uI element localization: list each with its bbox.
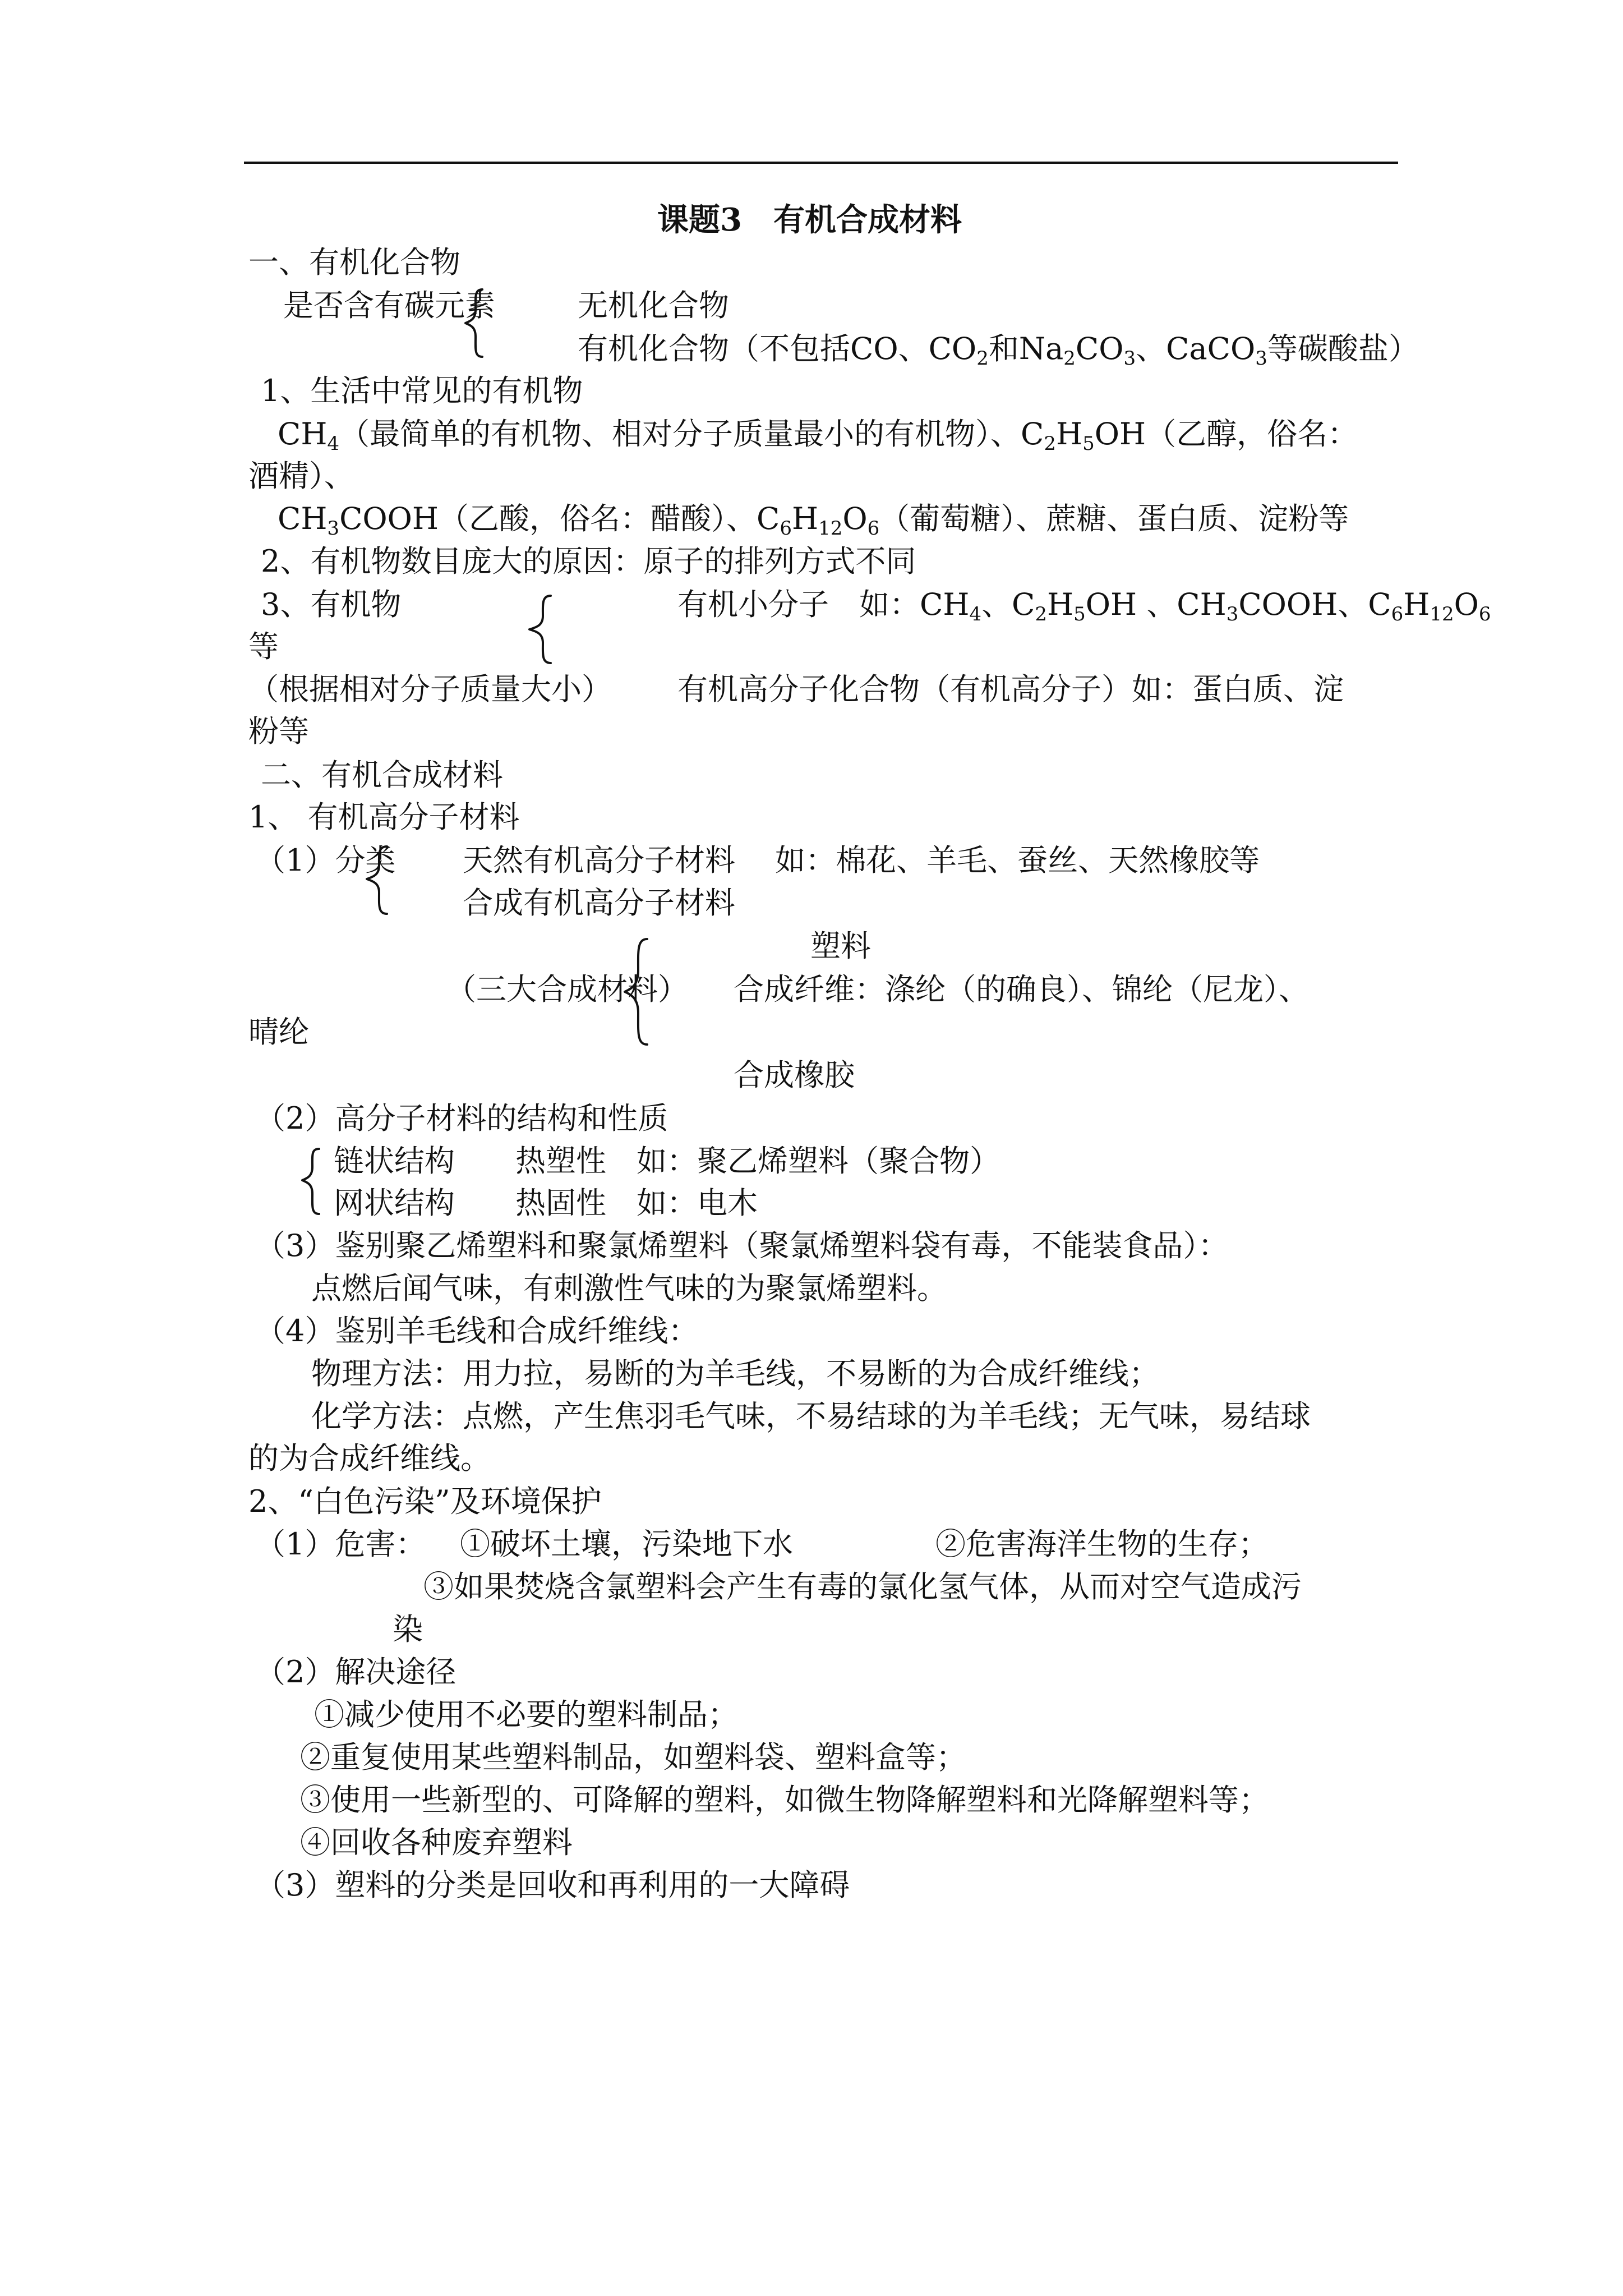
common-organics-line-2: $CH_3COOH$（乙酸，俗名：醋酸）、$C_6H_{12}O_6$（葡萄糖）、蔗糖、蛋白质、淀粉等	[278, 501, 1349, 540]
chain-structure-line: 链状结构 热塑性 如：聚乙烯塑料（聚合物）	[334, 1143, 1000, 1179]
synthetic-fiber-line: 合成纤维：涤纶（的确良）、锦纶（尼龙）、	[734, 972, 1309, 1007]
section-heading-2: 二、有机合成材料	[261, 757, 503, 793]
harm-3-cont: 染	[393, 1612, 423, 1647]
high-molecule-line: 有机高分子化合物（有机高分子）如：蛋白质、淀	[677, 671, 1344, 707]
harm-3: ③如果焚烧含氯塑料会产生有毒的氯化氢气体，从而对空气造成污	[423, 1569, 1302, 1604]
solution-1: ①减少使用不必要的塑料制品；	[314, 1697, 738, 1732]
classification-label: （1）分类	[255, 843, 396, 878]
solutions-heading: （2）解决途径	[255, 1654, 457, 1690]
small-molecule-line: 有机小分子 如：$CH_4$、$C_2H_5OH$ 、$CH_3COOH$、$C_6H_{12}O_6$	[677, 587, 1491, 625]
inorganic-compound: 无机化合物	[578, 288, 729, 323]
solution-4: ④回收各种废弃塑料	[300, 1825, 573, 1860]
organic-classification-heading: 3、有机物	[261, 587, 402, 622]
physical-method: 物理方法：用力拉，易断的为羊毛线，不易断的为合成纤维线；	[311, 1356, 1159, 1391]
page-title: 课题3 有机合成材料	[657, 201, 962, 238]
identify-plastic-heading: （3）鉴别聚乙烯塑料和聚氯烯塑料（聚氯烯塑料袋有毒，不能装食品）：	[255, 1228, 1229, 1263]
synthetic-fiber-tail: 晴纶	[248, 1014, 309, 1050]
small-molecule-tail: 等	[248, 629, 279, 664]
identify-wool-heading: （4）鉴别羊毛线和合成纤维线：	[255, 1313, 699, 1349]
natural-polymer-line: 天然有机高分子材料 如：棉花、羊毛、蚕丝、天然橡胶等	[463, 843, 1260, 878]
chemical-method-cont: 的为合成纤维线。	[248, 1441, 491, 1476]
harm-label: （1）危害：	[255, 1526, 426, 1562]
common-organics-line-1-cont: 酒精）、	[248, 458, 354, 494]
structure-heading: （2）高分子材料的结构和性质	[255, 1101, 668, 1136]
brace-polymer-types	[365, 844, 390, 917]
network-structure-line: 网状结构 热固性 如：电木	[334, 1185, 758, 1221]
brace-structure	[300, 1147, 322, 1217]
plastic-item: 塑料	[810, 928, 871, 964]
high-molecule-tail: 粉等	[248, 714, 309, 749]
solution-2: ②重复使用某些塑料制品，如塑料袋、塑料盒等；	[300, 1740, 966, 1775]
synthetic-rubber-item: 合成橡胶	[734, 1057, 855, 1093]
classification-basis: （根据相对分子质量大小）	[248, 671, 612, 707]
white-pollution-heading: 2、“白色污染”及环境保护	[248, 1484, 602, 1519]
classification-criterion: 是否含有碳元素	[283, 288, 495, 323]
chemical-method: 化学方法：点燃，产生焦羽毛气味，不易结球的为羊毛线；无气味，易结球	[311, 1398, 1311, 1434]
identify-plastic-method: 点燃后闻气味，有刺激性气味的为聚氯烯塑料。	[311, 1271, 947, 1306]
organic-compound: 有机化合物（不包括CO、$CO_2$和$Na_2CO_3$、CaCO$_3$等碳酸盐）	[578, 331, 1419, 370]
harm-1: ①破坏土壤，污染地下水	[460, 1526, 793, 1562]
recycling-obstacle: （3）塑料的分类是回收和再利用的一大障碍	[255, 1867, 850, 1903]
harm-2: ②危害海洋生物的生存；	[935, 1526, 1269, 1562]
common-organics-line-1: $CH_4$（最简单的有机物、相对分子质量最小的有机物）、$C_2H_5OH$（乙醇，俗名：	[278, 416, 1358, 455]
polymer-materials-heading: 1、 有机高分子材料	[248, 799, 520, 835]
common-organics-heading: 1、生活中常见的有机物	[261, 373, 583, 408]
header-rule	[244, 162, 1398, 164]
reason-line: 2、有机物数目庞大的原因：原子的排列方式不同	[261, 544, 916, 579]
brace-organic-classes	[527, 593, 554, 666]
section-heading-1: 一、有机化合物	[248, 245, 460, 280]
three-materials-label: （三大合成材料）	[446, 972, 688, 1007]
solution-3: ③使用一些新型的、可降解的塑料，如微生物降解塑料和光降解塑料等；	[300, 1782, 1269, 1818]
brace-organic	[463, 287, 486, 360]
synthetic-polymer-line: 合成有机高分子材料	[463, 885, 735, 921]
